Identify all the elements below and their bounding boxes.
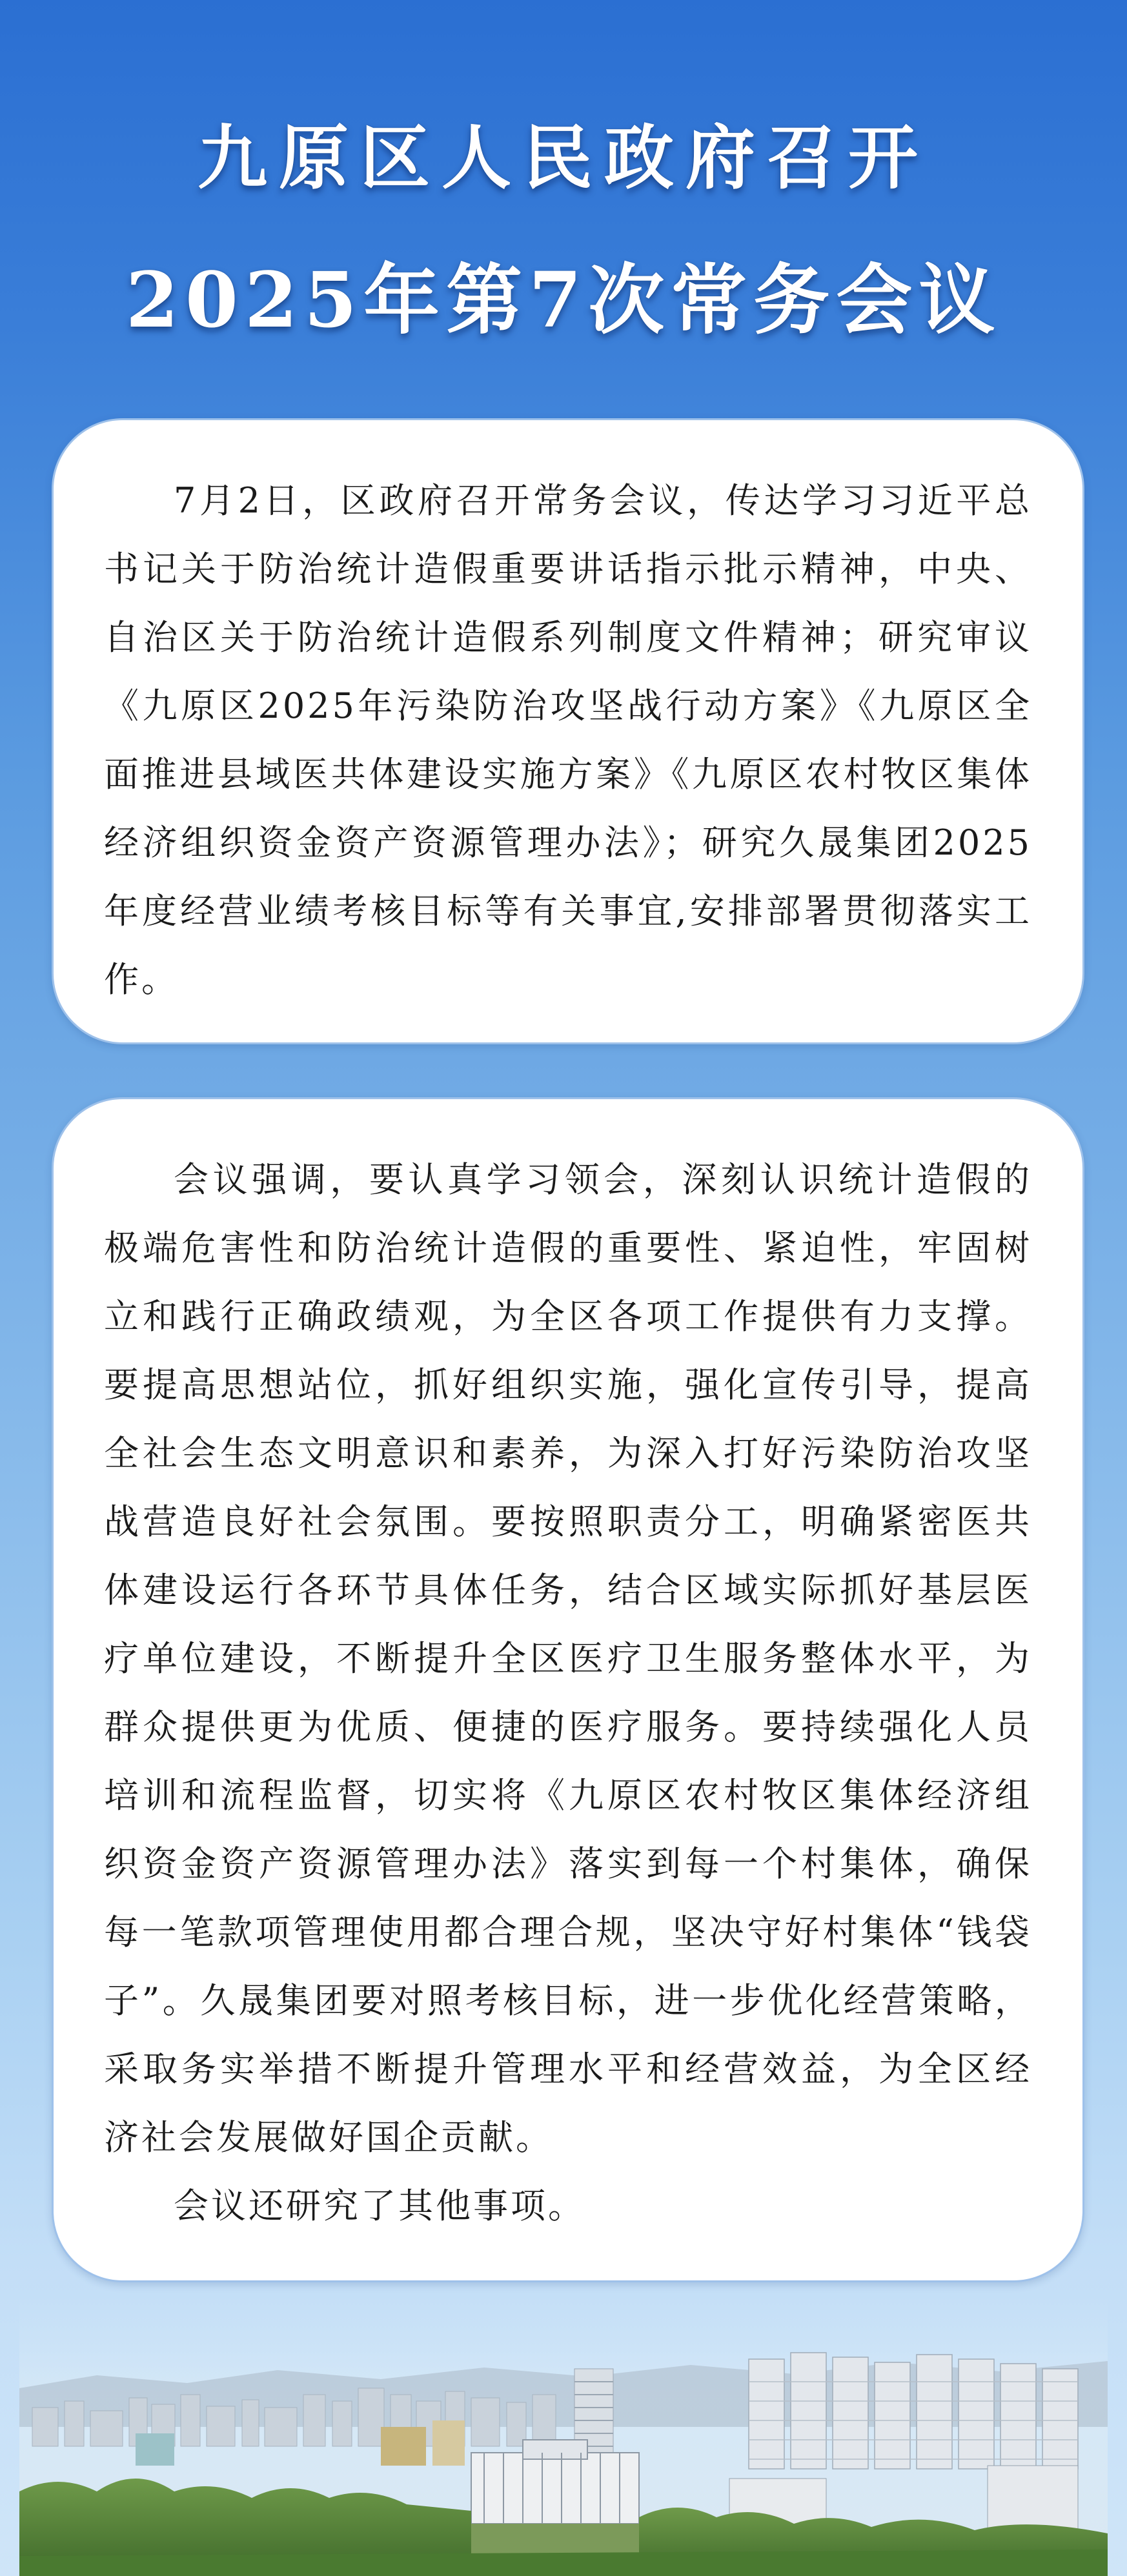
cityscape-illustration <box>19 2298 1108 2576</box>
emphasis-card <box>52 1097 1084 2282</box>
title-line-1: 九原区人民政府召开 <box>197 117 929 199</box>
closing-paragraph: 会议还研究了其他事项。 <box>174 2186 585 2226</box>
summary-paragraph: 7月2日，区政府召开常务会议，传达学习习近平总书记关于防治统计造假重要讲话指示批示精神，中央、自治区关于防治统计造假系列制度文件精神；研究审议《九原区2025年污染防治攻坚战行动方案》《九原区全面推进县域医共体建设实施方案》《九原区农村牧区集体经济组织资金资产资源管理办法》；研究久晟集团2025年度经营业绩考核目标等有关事宜,安排部署贯彻落实工作。 <box>104 480 1032 1000</box>
title-line-2: 2025年第7次常务会议 <box>125 255 1002 345</box>
emphasis-paragraph: 会议强调，要认真学习领会，深刻认识统计造假的极端危害性和防治统计造假的重要性、紧迫性，牢固树立和践行正确政绩观，为全区各项工作提供有力支撑。要提高思想站位，抓好组织实施，强化宣传引导，提高全社会生态文明意识和素养，为深入打好污染防治攻坚战营造良好社会氛围。要按照职责分工，明确紧密医共体建设运行各环节具体任务，结合区域实际抓好基层医疗单位建设，不断提升全区医疗卫生服务整体水平，为群众提供更为优质、便捷的医疗服务。要持续强化人员培训和流程监督，切实将《九原区农村牧区集体经济组织资金资产资源管理办法》落实到每一个村集体，确保每一笔款项管理使用都合理合规，坚决守好村集体“钱袋子”。久晟集团要对照考核目标，进一步优化经营策略，采取务实举措不断提升管理水平和经营效益，为全区经济社会发展做好国企贡献。 <box>104 1159 1032 2158</box>
summary-card <box>52 418 1084 1044</box>
cityscape-image <box>19 2298 1108 2576</box>
